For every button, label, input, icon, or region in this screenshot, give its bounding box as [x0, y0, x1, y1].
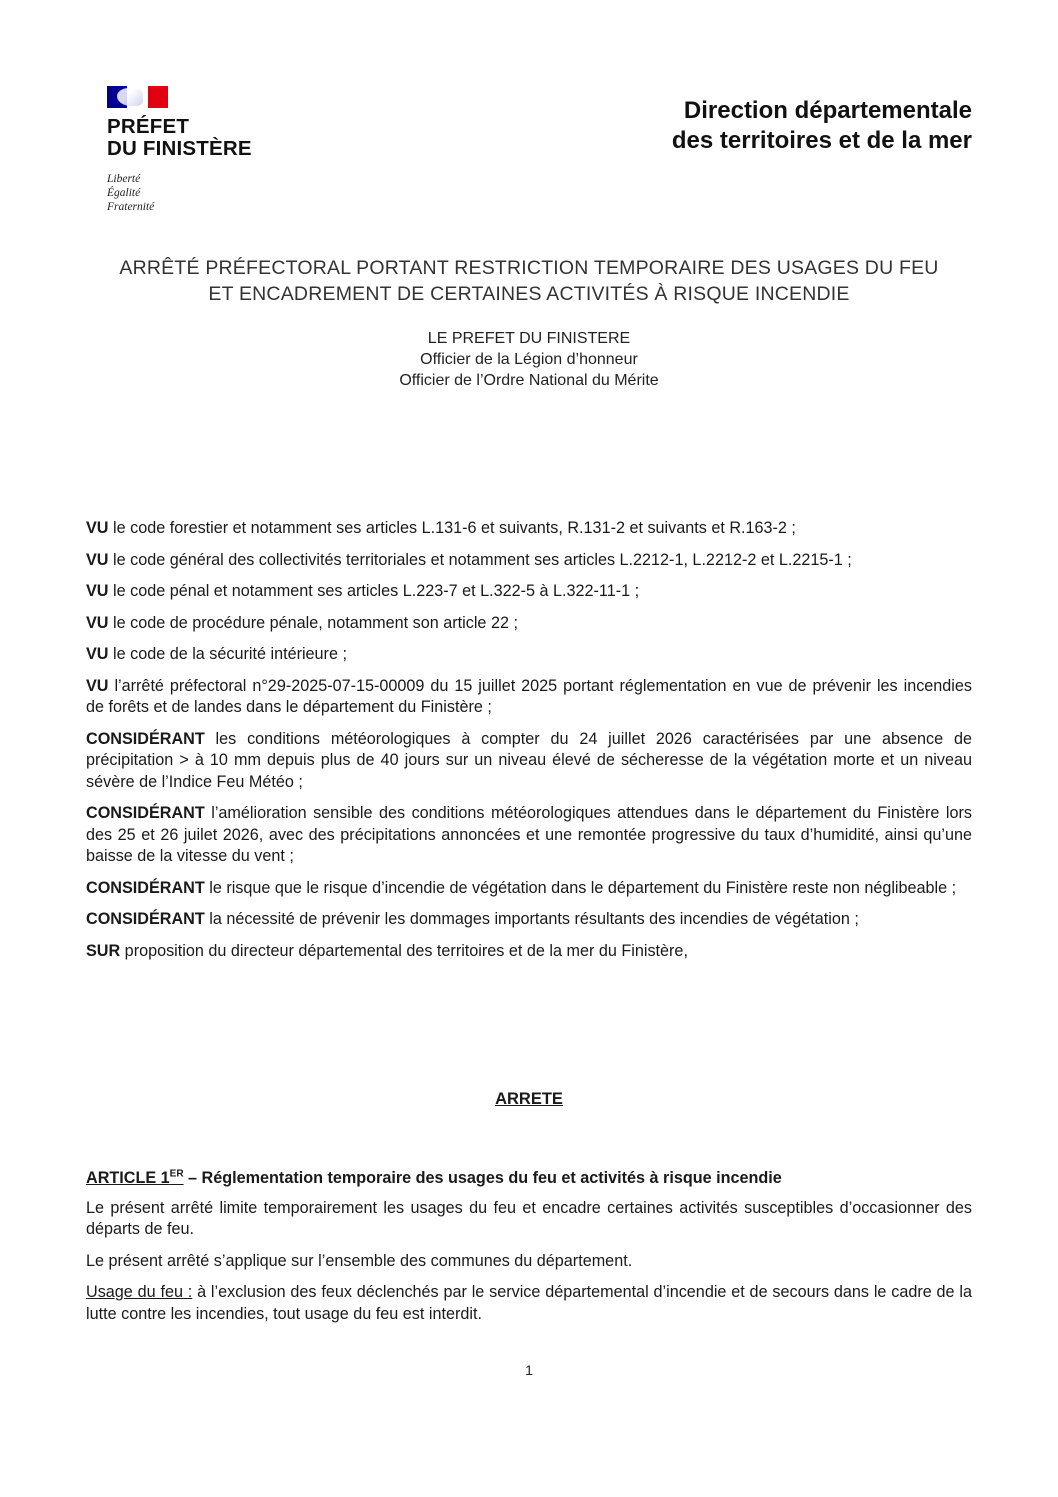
- prefecture-name-line1: PRÉFET: [107, 115, 190, 138]
- prefecture-name-line2: DU FINISTÈRE: [107, 137, 252, 160]
- article-1-number: ARTICLE 1ER: [86, 1168, 184, 1187]
- motto-egalite: Égalité: [107, 187, 141, 199]
- considerant-paragraph: CONSIDÉRANT le risque que le risque d’incendie de végétation dans le département du Finistère reste non néglibeable ;: [86, 878, 957, 897]
- considerant-paragraph: CONSIDÉRANT l’amélioration sensible des conditions météorologiques attendues dans le département du Finistère lors des 25 et 26 juilet 2026, avec des précipitations annoncées et une remontée progressive du taux d’humidité, ainsi qu’une baisse de la vitesse du vent ;: [86, 804, 972, 865]
- issuing-directorate: [672, 96, 972, 156]
- prefecture-logo: [107, 86, 307, 214]
- visa-paragraph: VU le code de procédure pénale, notamment son article 22 ;: [86, 613, 518, 632]
- usage-du-feu-label: Usage du feu :: [86, 1283, 193, 1301]
- article-1-paragraph: Usage du feu : à l’exclusion des feux déclenchés par le service départemental d’incendie et de secours dans le cadre de la lutte contre les incendies, tout usage du feu est interdit.: [86, 1283, 972, 1323]
- directorate-line1: Direction départementale: [683, 97, 972, 124]
- prefect-honour-2: Officier de l’Ordre National du Mérite: [399, 372, 659, 389]
- decree-title: [86, 255, 972, 307]
- motto-liberte: Liberté: [107, 173, 141, 185]
- visa-paragraph: VU l’arrêté préfectoral n°29-2025-07-15-00009 du 15 juillet 2025 portant réglementation en vue de prévenir les incendies de forêts et de landes dans le département du Finistère ;: [86, 676, 972, 716]
- considerant-paragraph: CONSIDÉRANT les conditions météorologiques à compter du 24 juillet 2026 caractérisées par une absence de précipitation > à 10 mm depuis plus de 40 jours sur un niveau élevé de sécheresse de la végétation morte et un niveau sévère de l’Indice Feu Météo ;: [86, 729, 972, 791]
- visa-paragraph: VU le code forestier et notamment ses articles L.131-6 et suivants, R.131-2 et suivants et R.163-2 ;: [86, 519, 796, 537]
- visa-paragraph: VU le code général des collectivités territoriales et notamment ses articles L.2212-1, L.2212-2 et L.2215-1 ;: [86, 550, 852, 569]
- republic-motto: [107, 172, 307, 214]
- article-1-paragraph: Le présent arrêté s’applique sur l’ensemble des communes du département.: [86, 1251, 633, 1270]
- directorate-line2: des territoires et de la mer: [671, 127, 972, 154]
- prefect-honour-1: Officier de la Légion d’honneur: [420, 351, 638, 368]
- considerant-paragraph: CONSIDÉRANT la nécessité de prévenir les dommages importants résultants des incendies de végétation ;: [86, 910, 859, 928]
- prefect-titles: [86, 328, 972, 391]
- article-1-title: ARTICLE 1ER – Réglementation temporaire des usages du feu et activités à risque incendie: [86, 1168, 782, 1187]
- visa-paragraph: VU le code pénal et notamment ses articles L.223-7 et L.322-5 à L.322-11-1 ;: [86, 582, 640, 600]
- proposition-paragraph: SUR proposition du directeur départemental des territoires et de la mer du Finistère,: [86, 941, 688, 960]
- visa-paragraph: VU le code de la sécurité intérieure ;: [86, 645, 347, 663]
- article-1: [86, 1168, 972, 1335]
- page-number: 1: [525, 1362, 533, 1378]
- decree-title-line1: ARRÊTÉ PRÉFECTORAL PORTANT RESTRICTION TEMPORAIRE DES USAGES DU FEU: [119, 257, 939, 279]
- prefecture-name: [107, 116, 307, 160]
- marianne-flag-icon: [107, 86, 168, 108]
- article-1-paragraph: Le présent arrêté limite temporairement les usages du feu et encadre certaines activités susceptibles d’occasionner des départs de feu.: [86, 1198, 972, 1238]
- motto-fraternite: Fraternité: [107, 201, 155, 213]
- decree-title-line2: ET ENCADREMENT DE CERTAINES ACTIVITÉS À RISQUE INCENDIE: [208, 283, 850, 305]
- visas-section: [86, 518, 972, 972]
- prefect-name: LE PREFET DU FINISTERE: [427, 330, 631, 347]
- arrete-heading: ARRETE: [495, 1090, 563, 1108]
